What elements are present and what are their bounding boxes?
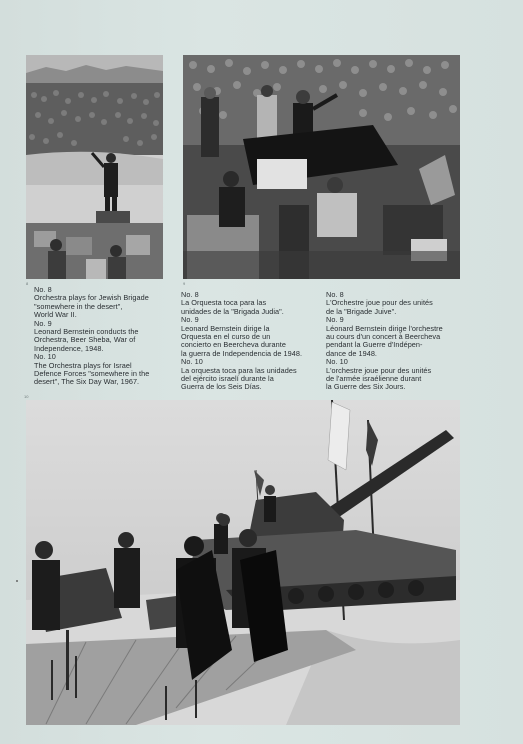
caption-line: World War II. [34, 310, 77, 320]
caption-line: la Guerre des Six Jours. [326, 382, 406, 392]
photo-jewish-brigade [26, 55, 163, 279]
caption-line: No. 9 [326, 315, 344, 325]
caption-line: la guerra de Independencia de 1948. [181, 348, 303, 358]
caption-line: unidades de la "Brigada Judia". [181, 306, 284, 316]
caption-line: L'Orchestre joue pour des unités [326, 298, 433, 308]
caption-line: Leonard Bernstein dirige la [181, 323, 270, 333]
caption-line: de l'armée israélienne durant [326, 374, 422, 384]
caption-line: No. 8 [326, 290, 344, 299]
photo-number-mark: 8 [26, 281, 29, 286]
caption-line: "somewhere in the desert", [34, 301, 123, 311]
page-dot [16, 580, 18, 582]
caption-line: No. 8 [181, 290, 199, 299]
caption-line: La Orquesta toca para las [181, 298, 267, 308]
caption-french [326, 291, 466, 392]
caption-line: No. 8 [34, 285, 52, 294]
caption-line: desert", The Six Day War, 1967. [34, 377, 140, 387]
caption-line: No. 10 [326, 357, 348, 367]
photo-six-day-war [26, 400, 460, 725]
caption-line: del ejército israelí durante la [181, 374, 274, 384]
caption-line: No. 10 [34, 352, 56, 362]
caption-line: Leonard Bernstein conducts the [34, 327, 139, 337]
caption-line: No. 10 [181, 357, 203, 367]
photo-number-mark: 10 [24, 394, 29, 399]
caption-line: La orquesta toca para las unidades [181, 365, 297, 375]
caption-line: No. 9 [181, 315, 199, 325]
caption-line: Independence, 1948. [34, 343, 104, 353]
caption-line: Léonard Bernstein dirige l'orchestre [326, 323, 443, 333]
photo-bernstein-beer-sheba [183, 55, 460, 279]
caption-line: Guerra de los Seis Días. [181, 382, 262, 392]
caption-line: au cours d'un concert à Beercheva [326, 332, 441, 342]
caption-line: L'orchestre joue pour des unités [326, 365, 432, 375]
caption-line: Orchestra plays for Jewish Brigade [34, 293, 149, 303]
caption-line: The Orchestra plays for Israel [34, 360, 132, 370]
caption-line: dance de 1948. [326, 348, 378, 358]
caption-line: de la "Brigade Juive". [326, 306, 397, 316]
caption-line: concierto en Beercheva durante [181, 340, 286, 350]
caption-spanish [181, 291, 323, 392]
caption-line: Orchestra, Beer Sheba, War of [34, 335, 136, 345]
caption-english [34, 286, 180, 387]
caption-line: No. 9 [34, 318, 52, 328]
caption-line: Defence Forces "somewhere in the [34, 369, 150, 379]
photo-number-mark: 9 [183, 281, 186, 286]
caption-line: pendant la Guerre d'Indépen- [326, 340, 423, 350]
caption-line: Orquesta en el curso de un [181, 332, 271, 342]
